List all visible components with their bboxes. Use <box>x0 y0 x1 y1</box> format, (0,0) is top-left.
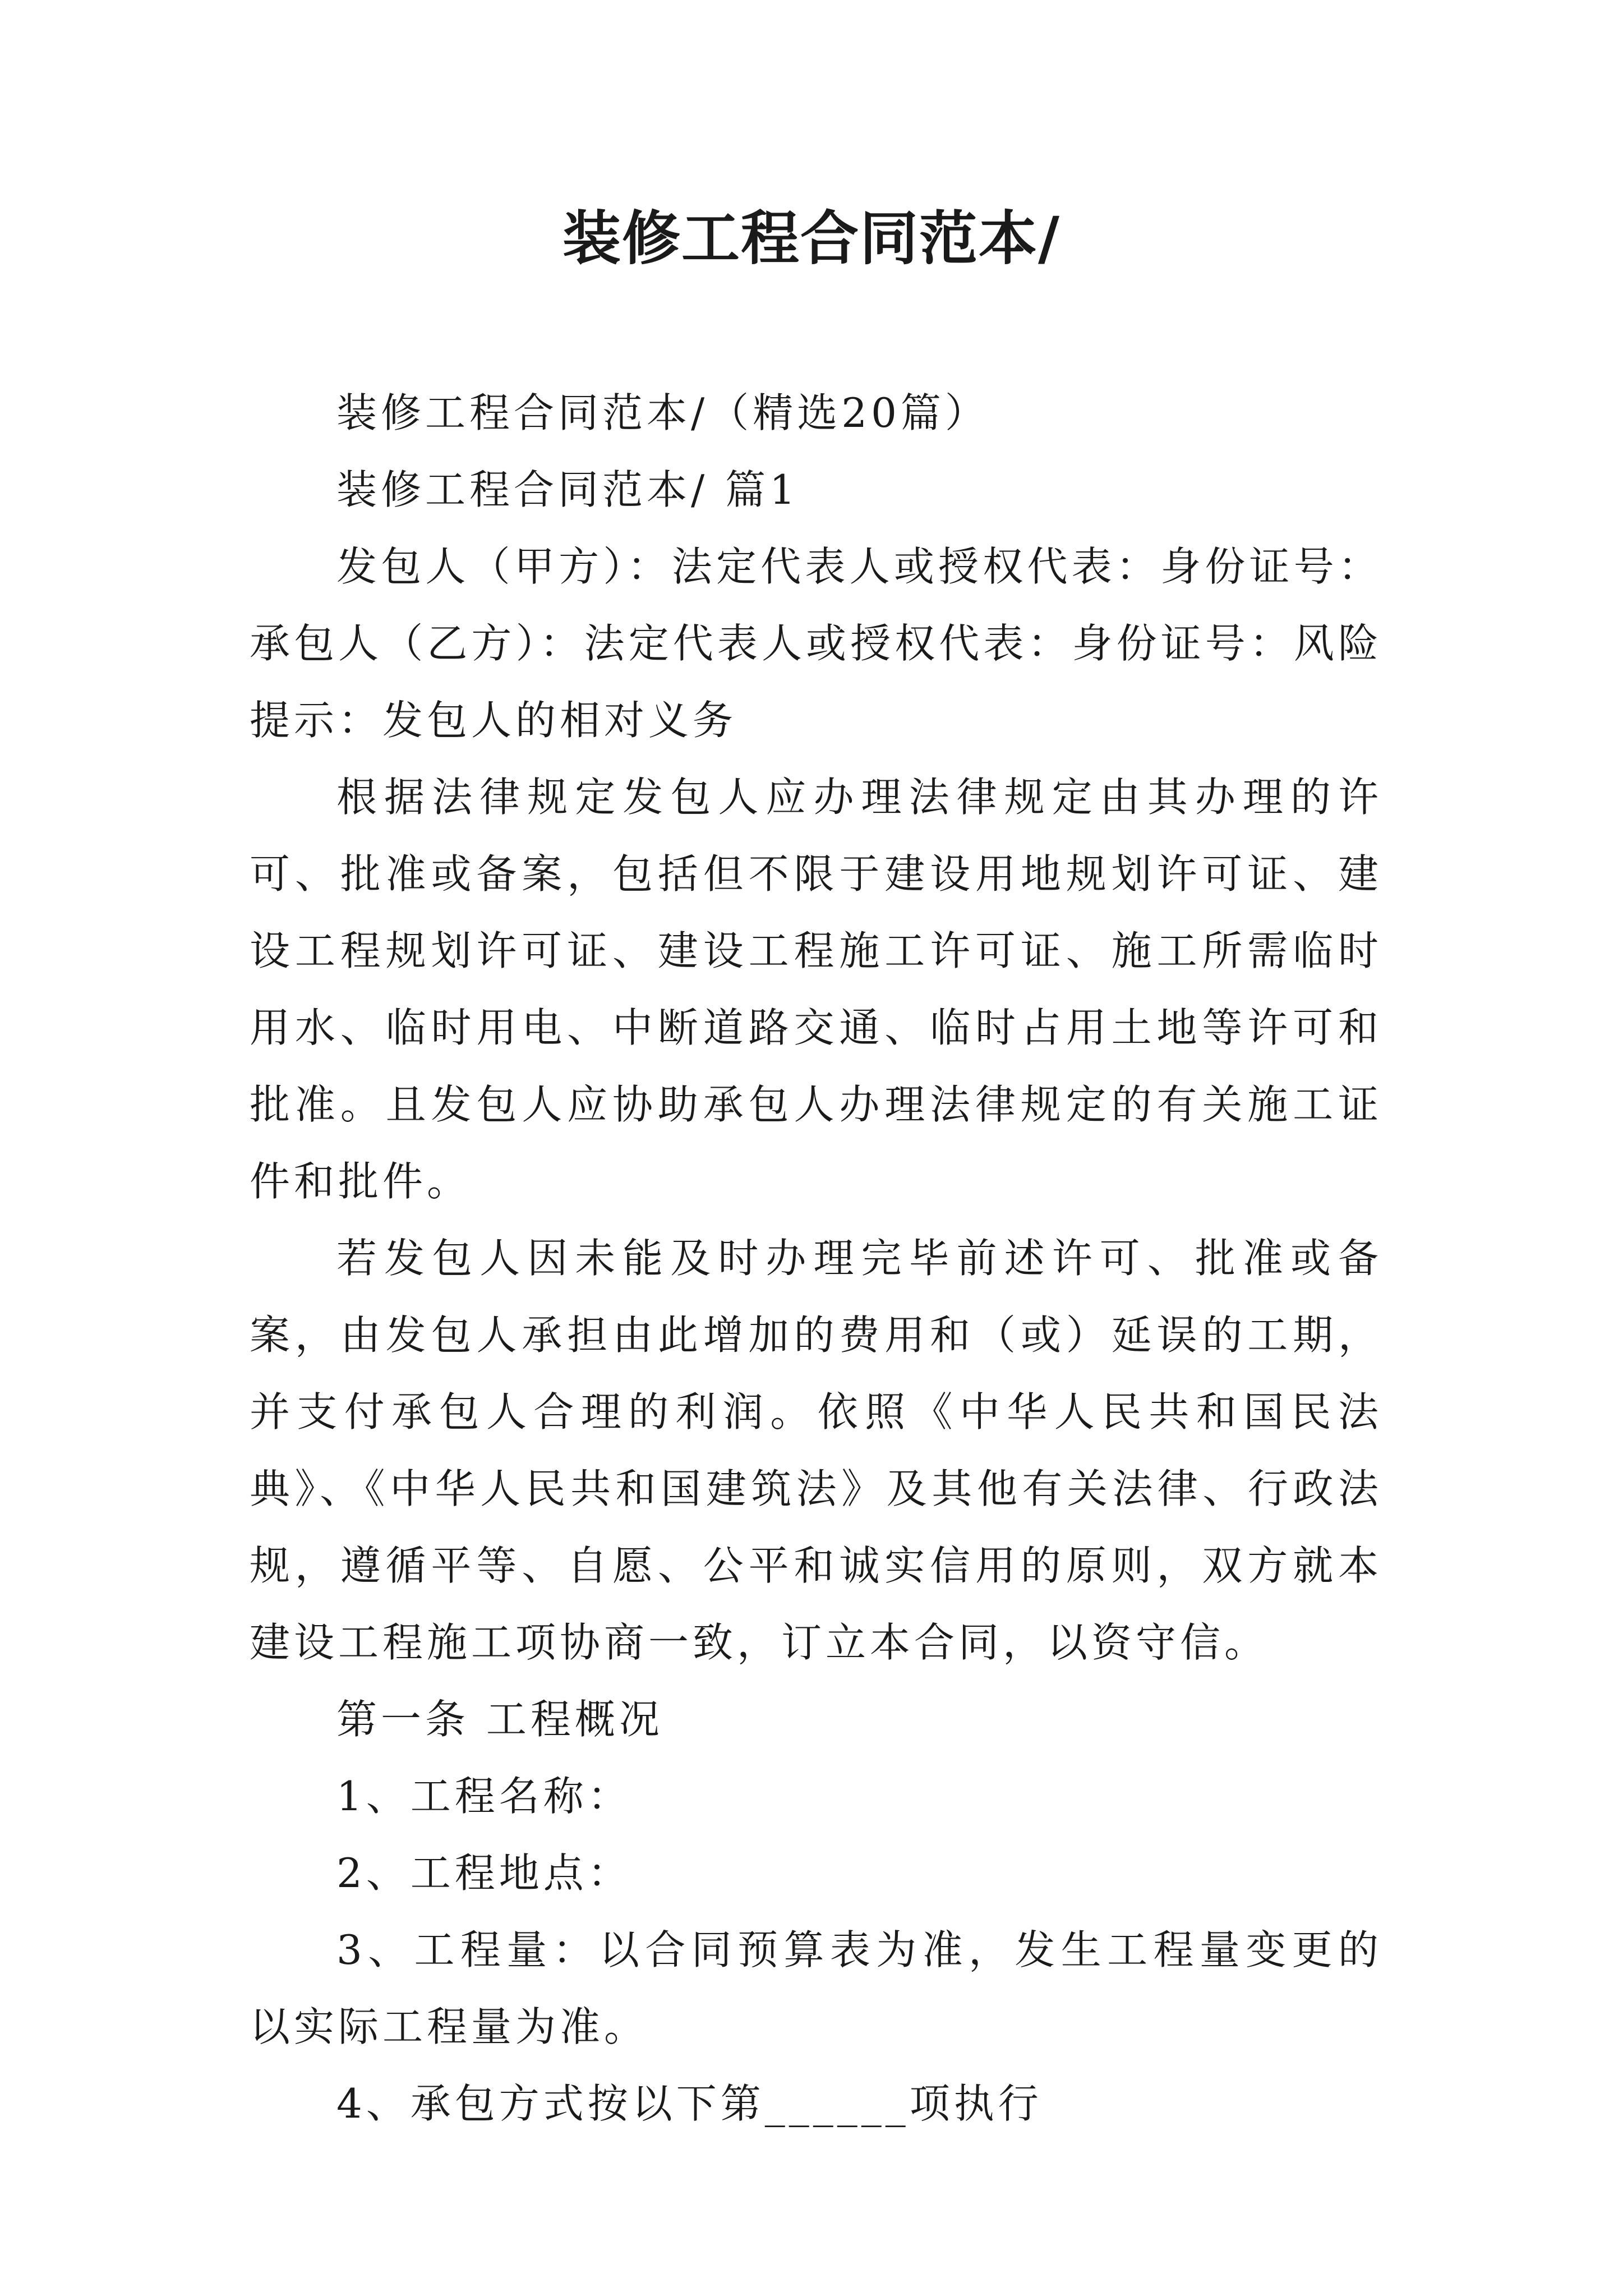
paragraph-subtitle: 装修工程合同范本/（精选20篇） <box>336 389 989 436</box>
document-title: 装修工程合同范本/ <box>562 204 1061 273</box>
paragraph-article-one: 第一条 工程概况 <box>336 1696 663 1743</box>
paragraph-parties: 发包人（甲方）：法定代表人或授权代表：身份证号：承包人（乙方）：法定代表人或授权代表：身份证号：风险提示：发包人的相对义务 <box>250 543 1382 744</box>
paragraph-contract-method: 4、承包方式按以下第______项执行 <box>336 2080 1043 2127</box>
paragraph-liability: 若发包人因未能及时办理完毕前述许可、批准或备案，由发包人承担由此增加的费用和（或）延误的工期，并支付承包人合理的利润。依照《中华人民共和国民法典》、《中华人民共和国建筑法》及其他有关法律、行政法规，遵循平等、自愿、公平和诚实信用的原则，双方就本建设工程施工项协商一致，订立本合同，以资守信。 <box>250 1235 1382 1666</box>
document-body <box>250 375 1382 2142</box>
paragraph-project-location: 2、工程地点： <box>336 1849 632 1897</box>
paragraph-project-name: 1、工程名称： <box>336 1773 632 1820</box>
paragraph-project-quantity: 3、工程量：以合同预算表为准，发生工程量变更的以实际工程量为准。 <box>250 1926 1382 2050</box>
paragraph-section-heading: 装修工程合同范本/ 篇1 <box>336 466 799 513</box>
paragraph-permits: 根据法律规定发包人应办理法律规定由其办理的许可、批准或备案，包括但不限于建设用地规划许可证、建设工程规划许可证、建设工程施工许可证、施工所需临时用水、临时用电、中断道路交通、临时占用土地等许可和批准。且发包人应协助承包人办理法律规定的有关施工证件和批件。 <box>250 774 1382 1205</box>
